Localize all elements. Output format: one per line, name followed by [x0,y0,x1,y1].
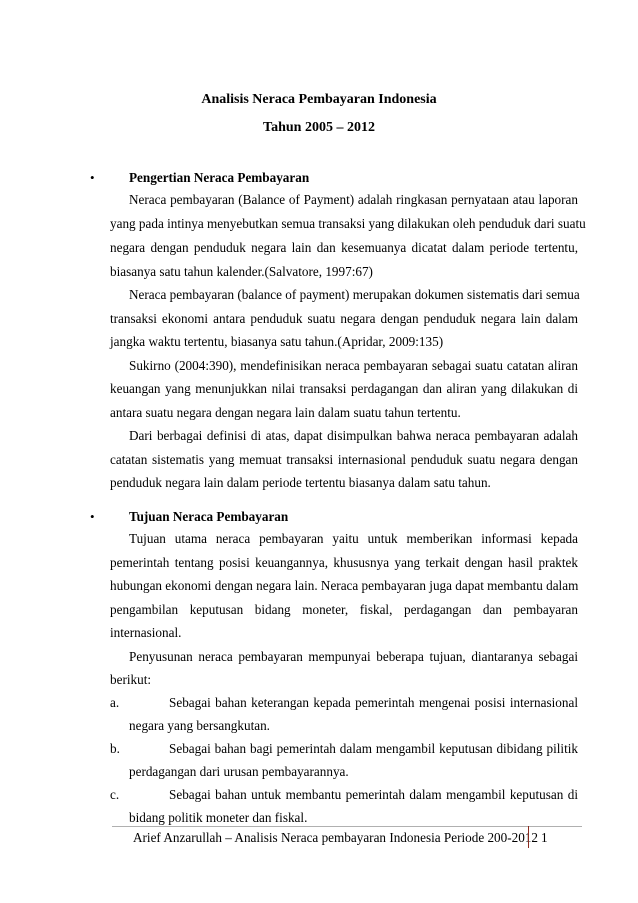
paragraph-line: jangka waktu tertentu, biasanya satu tahun.(Apridar, 2009:135) [110,334,444,349]
footer-rule [112,826,582,827]
paragraph-line: negara dengan penduduk negara lain dan kesemuanya dicatat dalam periode tertentu, [110,240,578,255]
list-item-line: Sebagai bahan keterangan kepada pemerintah mengenai posisi internasional [169,695,578,710]
bullet-icon: • [90,170,95,185]
footer-separator [528,826,529,848]
list-marker: a. [110,695,120,710]
paragraph-line: catatan sistematis yang memuat transaksi internasional penduduk suatu negara dengan [110,452,578,467]
list-marker: b. [110,741,120,756]
footer-text: Arief Anzarullah – Analisis Neraca pembayaran Indonesia Periode 200-2012 [133,830,539,845]
section-heading-tujuan: Tujuan Neraca Pembayaran [129,509,289,524]
paragraph-line: Neraca pembayaran (Balance of Payment) adalah ringkasan pernyataan atau laporan [129,192,578,207]
paragraph-line: Tujuan utama neraca pembayaran yaitu untuk memberikan informasi kepada [129,531,578,546]
paragraph-line: transaksi ekonomi antara penduduk suatu negara dengan penduduk negara lain dalam [110,311,578,326]
list-item-line: bidang politik moneter dan fiskal. [129,810,308,825]
paragraph-line: Sukirno (2004:390), mendefinisikan neraca pembayaran sebagai suatu catatan aliran [129,358,578,373]
paragraph-line: Dari berbagai definisi di atas, dapat disimpulkan bahwa neraca pembayaran adalah [129,428,578,443]
paragraph-line: berikut: [110,672,152,687]
list-marker: c. [110,787,120,802]
paragraph-line: Neraca pembayaran (balance of payment) merupakan dokumen sistematis dari semua [129,287,580,302]
bullet-icon: • [90,509,95,524]
paragraph-line: keuangan yang menunjukkan nilai transaksi perdagangan dan aliran yang dilakukan di [110,381,578,396]
paragraph-line: pengambilan keputusan bidang moneter, fiskal, perdagangan dan pembayaran [110,602,578,617]
list-item-line: Sebagai bahan bagi pemerintah dalam mengambil keputusan dibidang pilitik [169,741,578,756]
paragraph-line: Penyusunan neraca pembayaran mempunyai beberapa tujuan, diantaranya sebagai [129,649,578,664]
paragraph-line: hubungan ekonomi dengan negara lain. Neraca pembayaran juga dapat membantu dalam [110,578,579,593]
list-item-line: Sebagai bahan untuk membantu pemerintah dalam mengambil keputusan di [169,787,578,802]
paragraph-line: yang pada intinya menyebutkan semua transaksi yang dilakukan oleh penduduk dari suatu [110,216,586,231]
paragraph-line: internasional. [110,625,182,640]
section-heading-pengertian: Pengertian Neraca Pembayaran [129,170,310,185]
paragraph-line: biasanya satu tahun kalender.(Salvatore, 1997:67) [110,264,373,279]
paragraph-line: pemerintah tentang posisi keuangannya, khususnya yang terkait dengan hasil praktek [110,555,578,570]
list-item-line: perdagangan dari urusan pembayarannya. [129,764,349,779]
document-subtitle: Tahun 2005 – 2012 [263,120,375,135]
document-title: Analisis Neraca Pembayaran Indonesia [201,92,437,107]
paragraph-line: penduduk negara lain dalam periode tertentu biasanya dalam satu tahun. [110,475,491,490]
page-number: 1 [541,830,548,845]
list-item-line: negara yang bersangkutan. [129,718,270,733]
paragraph-line: antara suatu negara dengan negara lain dalam suatu tahun tertentu. [110,405,461,420]
